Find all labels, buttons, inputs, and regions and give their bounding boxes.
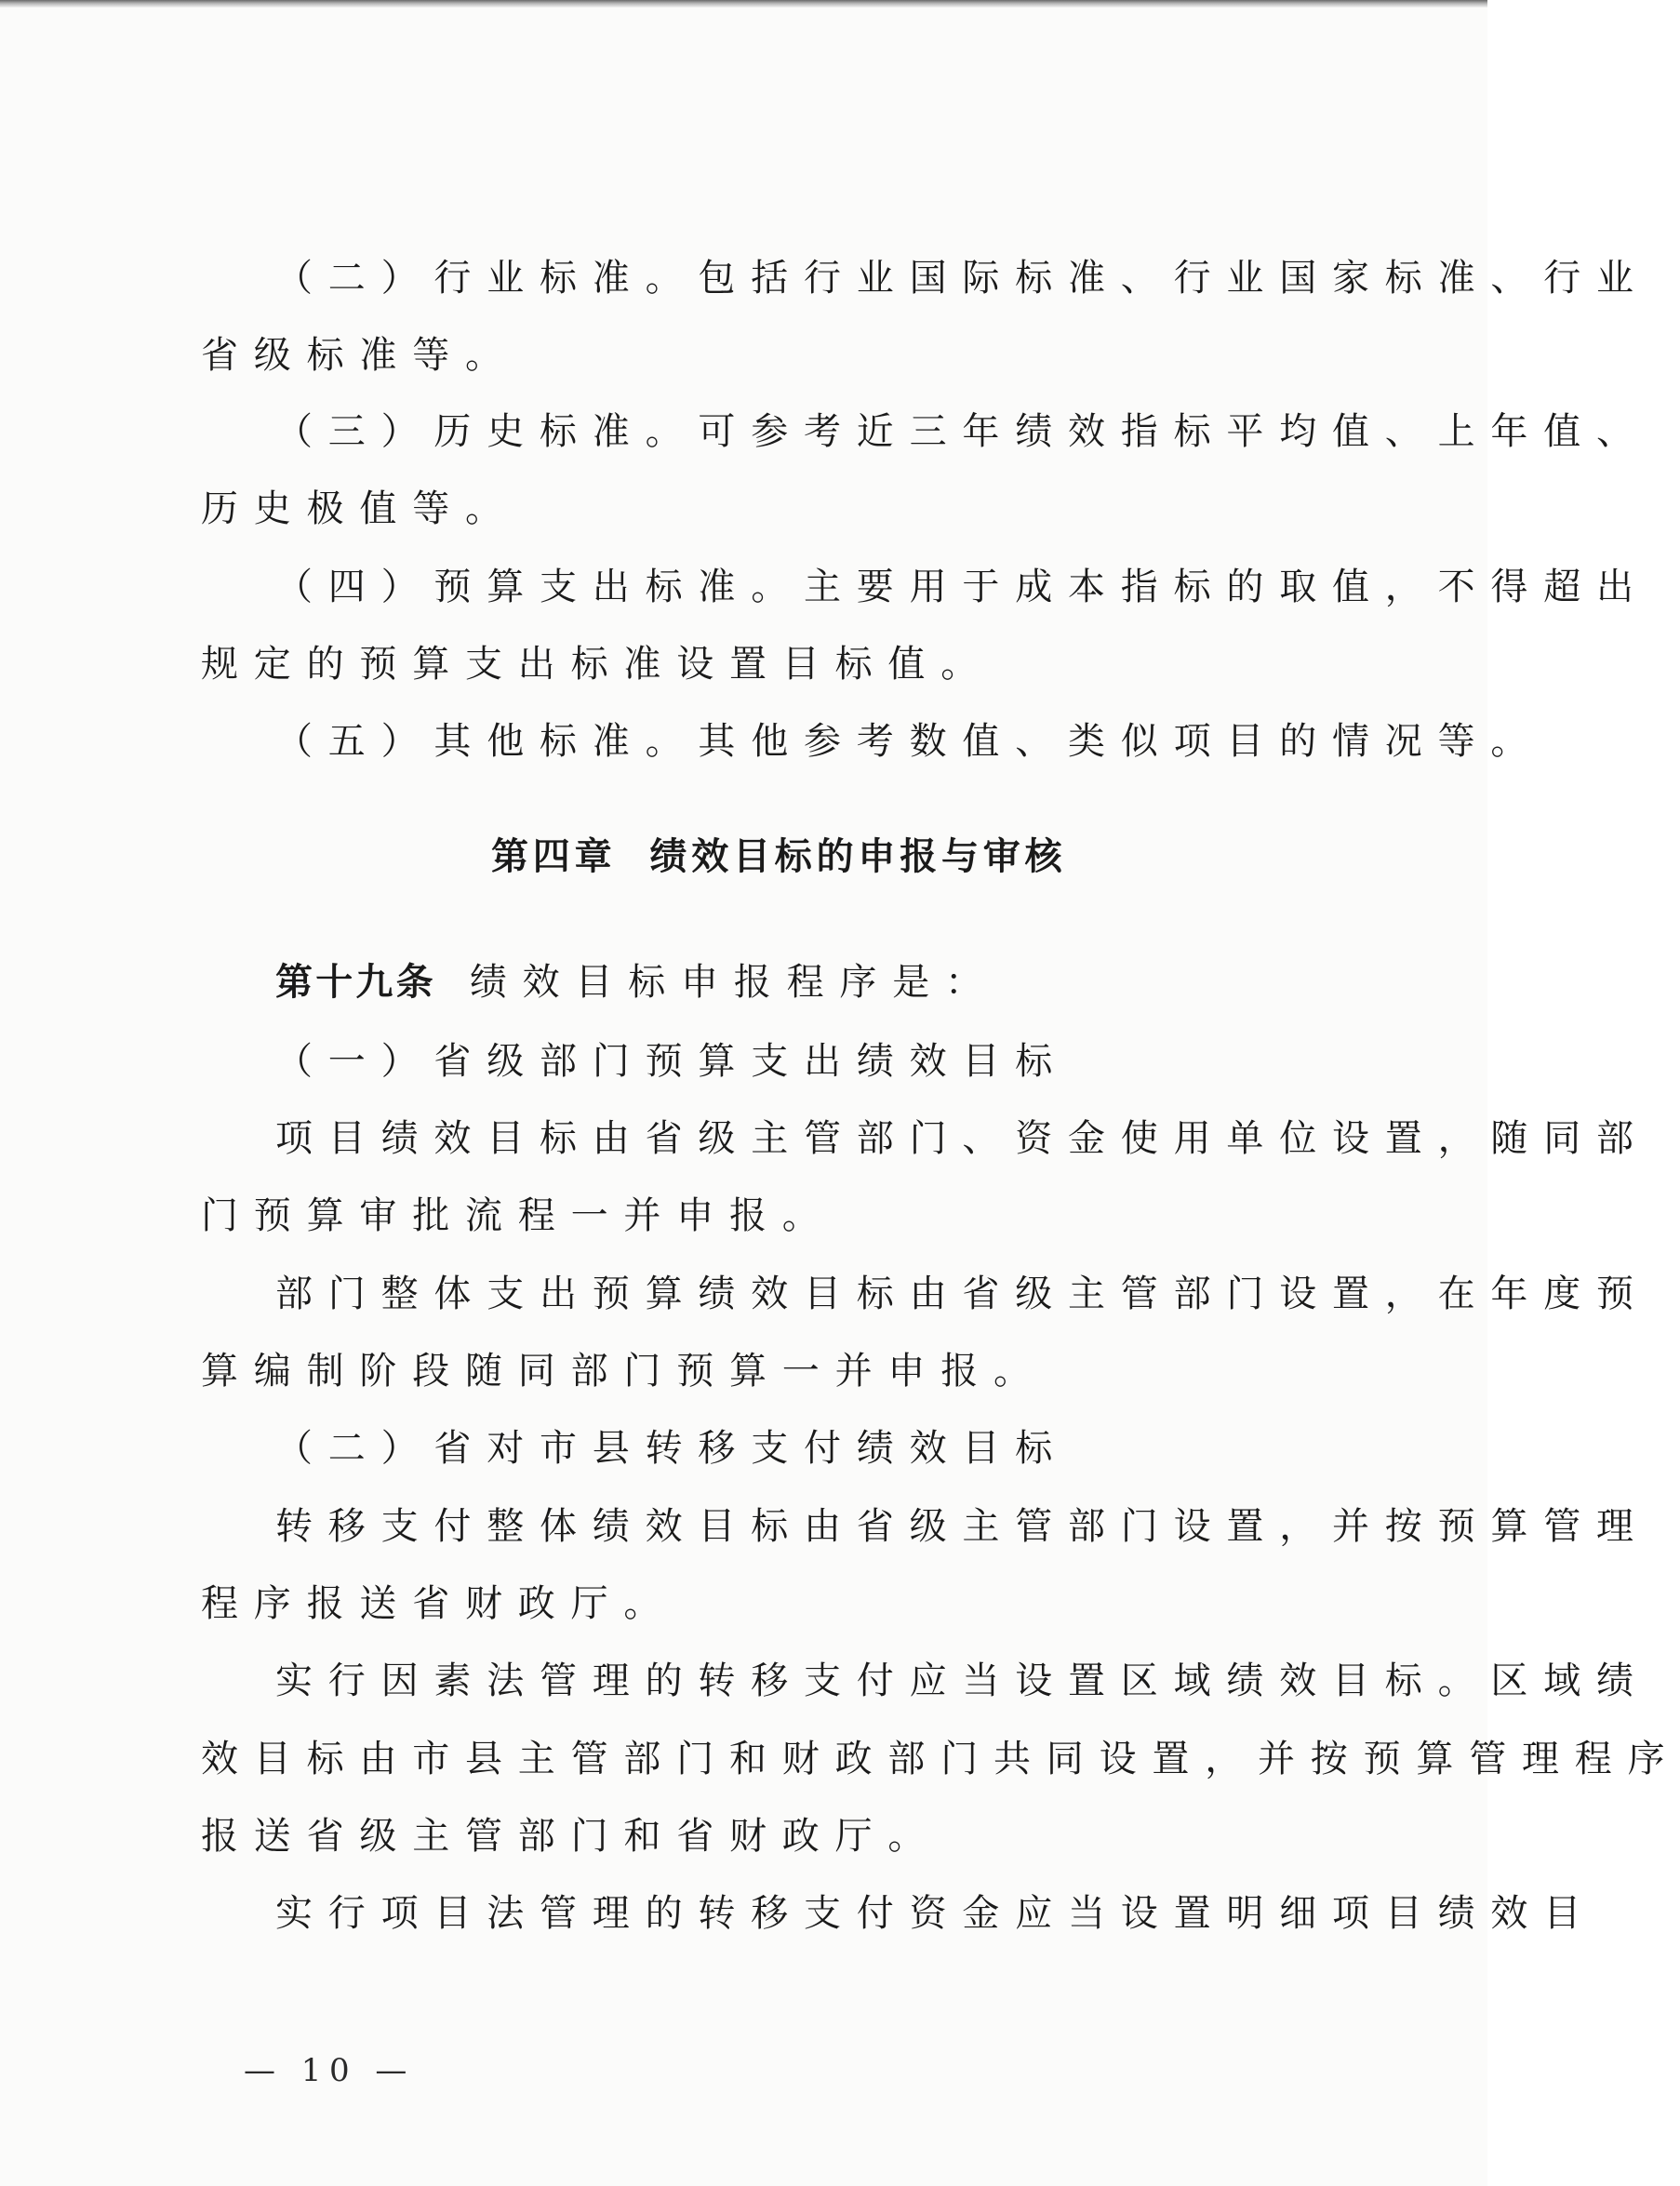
chapter-heading [491,834,1066,879]
paragraph-line: （一）省级部门预算支出绩效目标 [275,1040,1068,1083]
paragraph-line: 效目标由市县主管部门和财政部门共同设置，并按预算管理程序 [201,1738,1680,1780]
paragraph-line: 报送省级主管部门和省财政厅。 [201,1815,941,1858]
paragraph-line: 实行因素法管理的转移支付应当设置区域绩效目标。区域绩 [275,1659,1649,1702]
article-text: 绩效目标申报程序是： [469,961,998,1004]
paragraph-line: （二）省对市县转移支付绩效目标 [275,1427,1068,1470]
paragraph-line: 实行项目法管理的转移支付资金应当设置明细项目绩效目 [275,1892,1596,1935]
paragraph-line: 省级标准等。 [201,334,518,377]
article-line [275,960,998,1005]
paragraph-line: 部门整体支出预算绩效目标由省级主管部门设置，在年度预 [275,1273,1649,1315]
paragraph-line: （四）预算支出标准。主要用于成本指标的取值，不得超出 [275,566,1649,608]
article-label: 第十九条 [275,961,436,1004]
chapter-number: 第四章 [491,835,617,878]
paragraph-line: 门预算审批流程一并申报。 [201,1194,835,1237]
paragraph-line: 历史极值等。 [201,487,518,530]
paragraph-line: 转移支付整体绩效目标由省级主管部门设置，并按预算管理 [275,1505,1649,1548]
paragraph-line: （二）行业标准。包括行业国际标准、行业国家标准、行业 [275,257,1649,300]
paragraph-line: （三）历史标准。可参考近三年绩效指标平均值、上年值、 [275,410,1649,453]
paragraph-line: 项目绩效目标由省级主管部门、资金使用单位设置，随同部 [275,1117,1649,1160]
paragraph-line: 程序报送省财政厅。 [201,1582,677,1625]
page-number: — 10 — [244,2052,415,2089]
paragraph-line: 算编制阶段随同部门预算一并申报。 [201,1350,1047,1393]
paragraph-line: （五）其他标准。其他参考数值、类似项目的情况等。 [275,720,1544,763]
chapter-title: 绩效目标的申报与审核 [649,835,1067,878]
paragraph-line: 规定的预算支出标准设置目标值。 [201,643,993,686]
scan-top-edge [0,0,1487,7]
